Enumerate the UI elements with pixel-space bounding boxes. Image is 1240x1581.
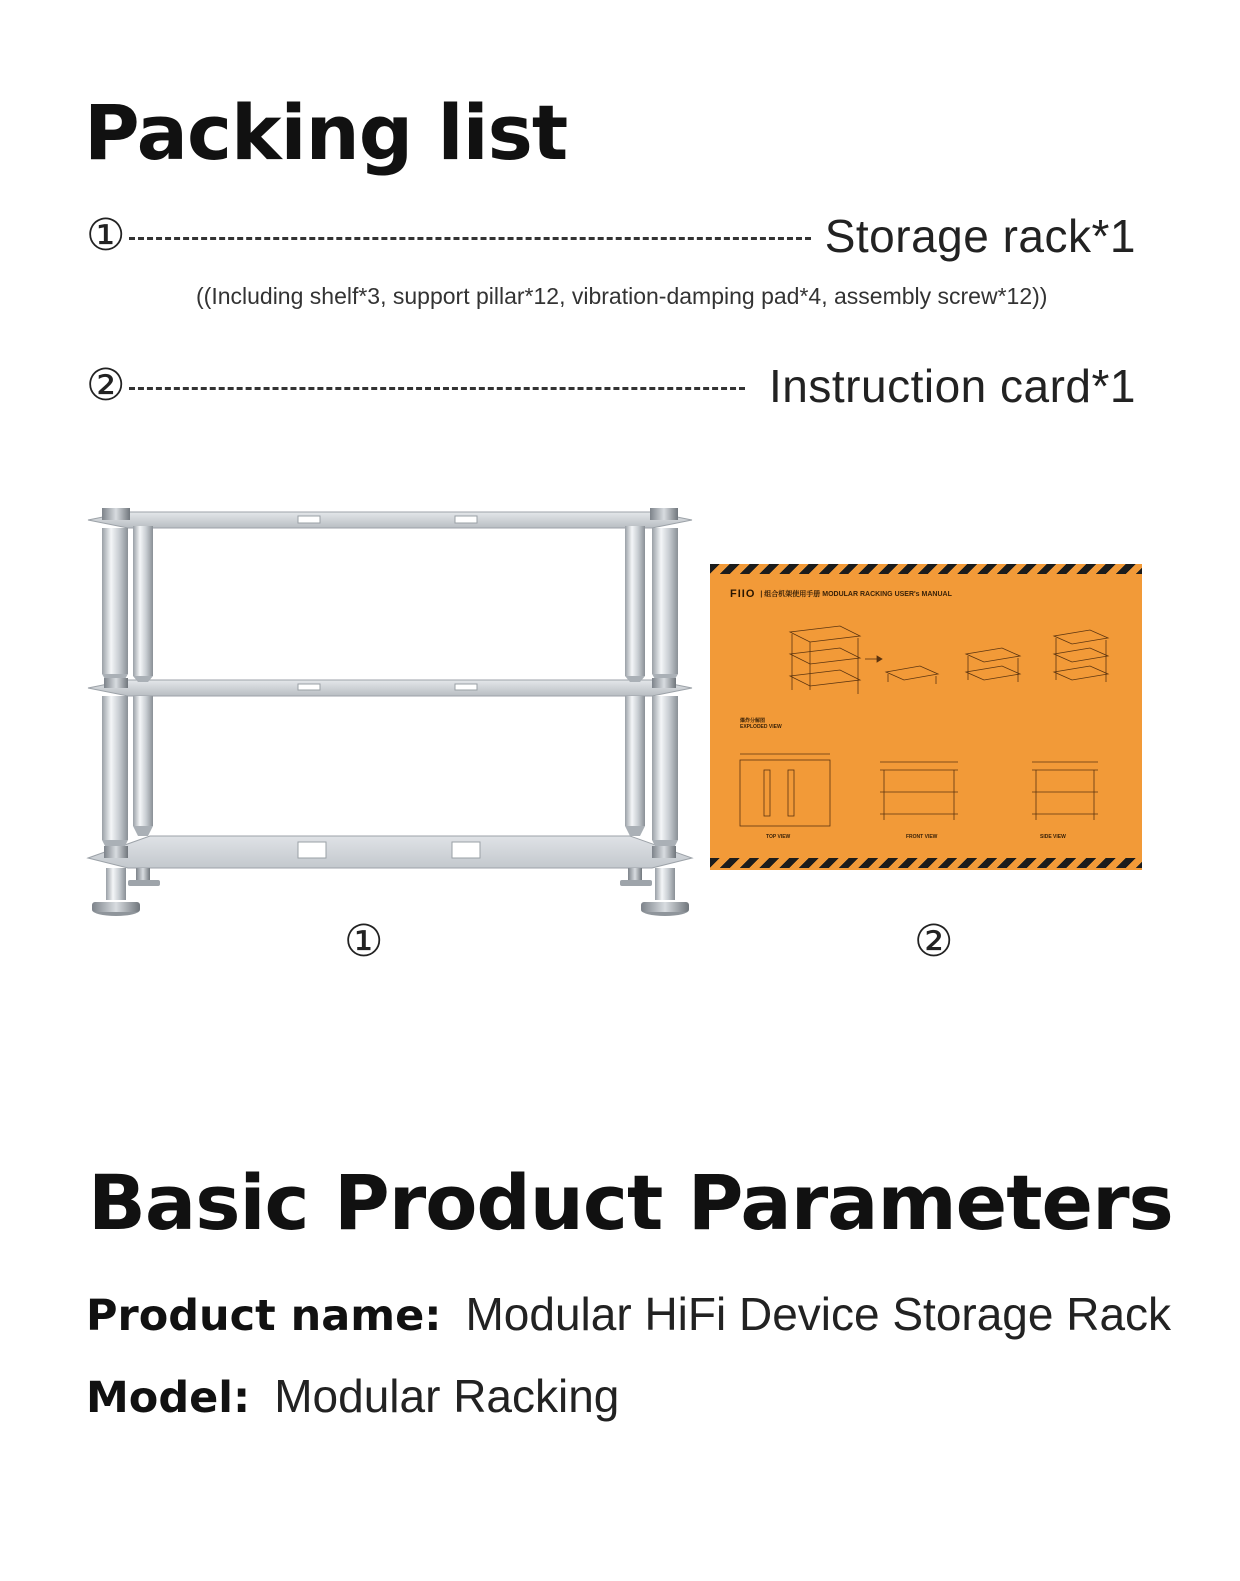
storage-rack-contents-note: ((Including shelf*3, support pillar*12, vibration-damping pad*4, assembly screw*12)) xyxy=(196,283,1048,309)
param-label: Model: xyxy=(86,1373,251,1423)
card-manual-title: | 组合机架使用手册 MODULAR RACKING USER's MANUAL xyxy=(760,591,952,598)
card-exploded-view-heading: 爆炸分解图 EXPLODED VIEW xyxy=(740,718,782,730)
item-marker: ① xyxy=(86,210,126,261)
packing-item-storage-rack xyxy=(86,206,1136,266)
item-name: Instruction card*1 xyxy=(769,360,1136,412)
dotted-leader xyxy=(129,237,810,240)
param-value: Modular HiFi Device Storage Rack xyxy=(465,1288,1172,1340)
storage-rack-figure-label: ① xyxy=(344,916,384,967)
dotted-leader xyxy=(129,387,745,390)
fiio-logo: FIIO xyxy=(730,588,756,600)
param-row-product-name xyxy=(86,1286,1171,1344)
instruction-card-figure-label: ② xyxy=(914,916,954,967)
item-marker: ② xyxy=(86,360,126,411)
parameters-title: Basic Product Parameters xyxy=(88,1158,1173,1247)
item-name: Storage rack*1 xyxy=(824,210,1136,262)
packing-item-instruction-card xyxy=(86,356,1136,416)
card-front-view-label: FRONT VIEW xyxy=(906,834,938,840)
packing-list-title: Packing list xyxy=(84,88,568,177)
param-label: Product name: xyxy=(86,1291,442,1341)
card-side-view-label: SIDE VIEW xyxy=(1040,834,1066,840)
instruction-card-image xyxy=(710,564,1142,870)
storage-rack-image xyxy=(80,500,700,930)
hazard-stripe-bottom xyxy=(710,858,1142,868)
param-row-model xyxy=(86,1368,619,1426)
param-value: Modular Racking xyxy=(274,1370,620,1422)
card-top-view-label: TOP VIEW xyxy=(766,834,791,840)
